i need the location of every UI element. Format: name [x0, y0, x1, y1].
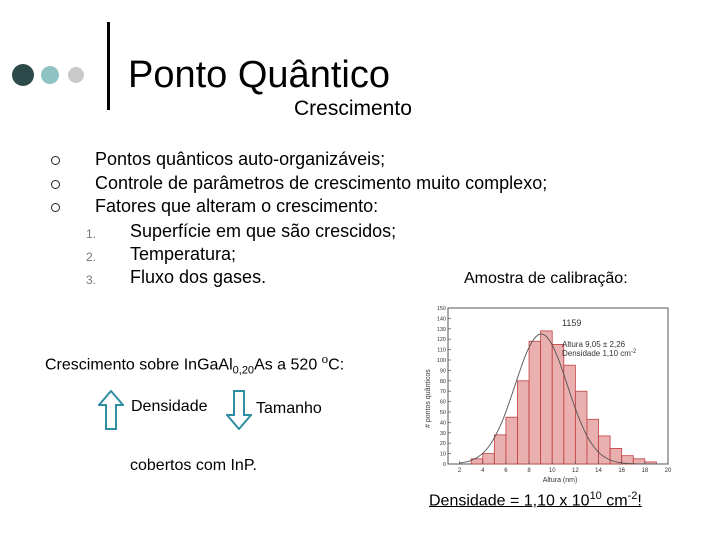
density-result-unit-exp: -2: [627, 490, 638, 502]
growth-degree: o: [321, 351, 329, 366]
arrow-up-icon: [98, 390, 124, 430]
bullet-text-1: Pontos quânticos auto-organizáveis;: [95, 149, 386, 169]
histogram-ytick-label: 30: [439, 430, 446, 437]
covered-text: cobertos com InP.: [130, 457, 257, 474]
histogram-bar: [483, 454, 495, 464]
height-histogram-chart: [418, 300, 678, 486]
histogram-ytick-label: 40: [439, 420, 446, 427]
header-dot-gray: [68, 67, 84, 83]
density-result-suffix: !: [637, 492, 642, 510]
histogram-xtick-label: 10: [548, 468, 556, 474]
numbered-index-2: 2.: [86, 250, 97, 264]
histogram-ytick-label: 60: [439, 399, 446, 406]
histogram-ytick-label: 90: [439, 368, 446, 375]
histogram-bar: [633, 459, 645, 464]
annotation-density-exp: -2: [630, 349, 637, 355]
histogram-ytick-label: 50: [439, 410, 446, 416]
bullet-text-2: Controle de parâmetros de crescimento muito complexo;: [95, 173, 548, 193]
histogram-ytick-label: 130: [436, 326, 446, 333]
histogram-ytick-label: 0: [442, 462, 446, 468]
density-result-unit: cm: [601, 492, 628, 510]
histogram-bar: [517, 381, 529, 464]
histogram-ytick-label: 120: [436, 337, 446, 344]
histogram-xtick-label: 16: [618, 468, 626, 474]
density-result-prefix: Densidade = 1,10 x 10: [429, 492, 590, 510]
histogram-ytick-label: 150: [436, 306, 446, 312]
histogram-ytick-label: 110: [437, 347, 446, 354]
numbered-text-1: Superfície em que são crescidos;: [130, 221, 397, 241]
density-result-exp: 10: [589, 490, 602, 502]
histogram-xtick-label: 18: [641, 468, 649, 474]
histogram-xtick-label: 8: [527, 468, 531, 474]
histogram-ytick-label: 10: [439, 451, 446, 458]
density-arrow-label: Densidade: [131, 398, 208, 415]
histogram-xtick-label: 6: [504, 468, 508, 474]
page-subtitle: Crescimento: [294, 97, 412, 120]
histogram-bar: [599, 436, 611, 464]
header-dot-teal: [41, 66, 59, 84]
histogram-xlabel: Altura (nm): [542, 477, 578, 484]
histogram-ytick-label: 100: [436, 358, 446, 364]
histogram-xtick-label: 20: [664, 468, 672, 474]
histogram-bar: [575, 391, 587, 464]
histogram-bar: [587, 419, 599, 464]
page-title: Ponto Quântico: [128, 54, 390, 96]
histogram-xtick-label: 2: [457, 468, 462, 474]
calibration-label: Amostra de calibração:: [464, 270, 628, 287]
size-arrow-label: Tamanho: [256, 400, 322, 417]
numbered-index-1: 1.: [86, 227, 97, 241]
header-divider: [107, 22, 110, 110]
histogram-ytick-label: 70: [439, 389, 446, 396]
histogram-bar: [541, 331, 553, 464]
histogram-xtick-label: 12: [572, 468, 579, 474]
histogram-ytick-label: 20: [439, 441, 446, 448]
bullet-text-3: Fatores que alteram o crescimento:: [95, 196, 379, 216]
histogram-ytick-label: 140: [436, 316, 446, 323]
growth-al: Al: [218, 356, 233, 374]
numbered-index-3: 3.: [86, 273, 97, 287]
numbered-text-2: Temperatura;: [130, 244, 237, 264]
growth-as-temp: As a 520: [254, 356, 322, 374]
histogram-annotation-density: [562, 349, 637, 358]
growth-ga: Ga: [197, 356, 219, 374]
histogram-bar: [529, 341, 541, 464]
histogram-xtick-label: 14: [595, 468, 602, 474]
histogram-bar: [552, 344, 564, 464]
histogram-ytick-label: 80: [439, 378, 446, 385]
growth-al-sub: 0,20: [232, 364, 255, 377]
arrow-down-icon: [226, 390, 252, 430]
histogram-annotation-height: Altura 9,05 ± 2,26: [562, 340, 626, 349]
growth-conditions: [45, 348, 344, 382]
bullet-marker-1: [51, 156, 60, 165]
growth-unit: C:: [328, 356, 345, 374]
annotation-density-text: Densidade 1,10 cm: [562, 349, 631, 358]
histogram-annotation-id: 1159: [562, 318, 582, 328]
header-dot-dark: [12, 64, 34, 86]
bullet-marker-3: [51, 203, 60, 212]
histogram-xtick-label: 4: [481, 468, 485, 474]
histogram-ylabel: # pontos quânticos: [425, 369, 432, 428]
numbered-text-3: Fluxo dos gases.: [130, 267, 267, 287]
density-result: [429, 490, 642, 510]
histogram-bar: [506, 417, 518, 464]
bullet-marker-2: [51, 180, 60, 189]
histogram-bar: [494, 435, 506, 464]
growth-prefix: Crescimento sobre In: [45, 356, 198, 374]
